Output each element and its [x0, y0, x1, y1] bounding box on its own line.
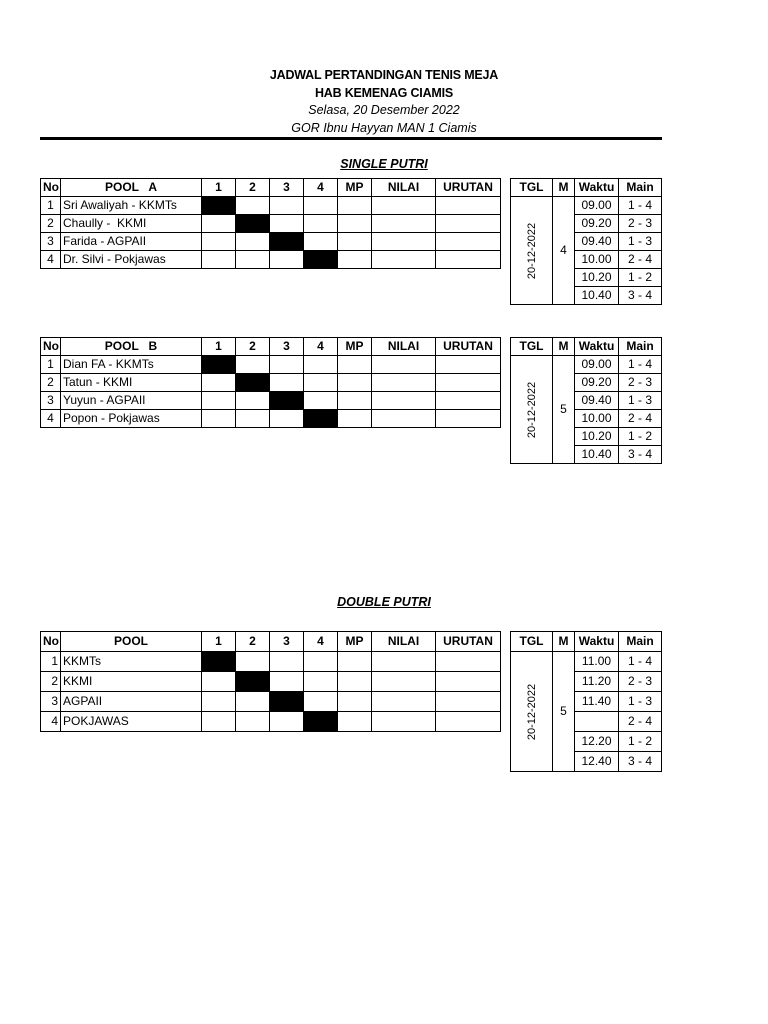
team-name: POKJAWAS [61, 712, 202, 732]
mp-cell [338, 215, 372, 233]
score-cell [304, 692, 338, 712]
event-venue: GOR Ibnu Hayyan MAN 1 Ciamis [291, 121, 477, 135]
team-no: 4 [41, 712, 61, 732]
col-3: 3 [270, 338, 304, 356]
waktu-cell: 09.40 [575, 392, 619, 410]
col-pool: POOL B [61, 338, 202, 356]
score-cell [304, 233, 338, 251]
self-match-cell [236, 672, 270, 692]
m-cell: 5 [553, 356, 575, 464]
score-cell [270, 652, 304, 672]
nilai-cell [372, 652, 436, 672]
table-row [41, 692, 501, 712]
m-cell: 5 [553, 652, 575, 772]
player-no: 3 [41, 392, 61, 410]
table-row [41, 356, 501, 374]
score-cell [304, 197, 338, 215]
urutan-cell [436, 233, 501, 251]
player-name: Sri Awaliyah - KKMTs [61, 197, 202, 215]
self-match-cell [270, 233, 304, 251]
waktu-cell: 09.20 [575, 374, 619, 392]
self-match-cell [270, 692, 304, 712]
mp-cell [338, 251, 372, 269]
player-no: 4 [41, 410, 61, 428]
document-subtitle: HAB KEMENAG CIAMIS [314, 86, 454, 100]
urutan-cell [436, 374, 501, 392]
self-match-cell [236, 374, 270, 392]
main-cell: 1 - 4 [619, 197, 662, 215]
col-3: 3 [270, 179, 304, 197]
col-pool: POOL [61, 632, 202, 652]
table-row [511, 197, 662, 215]
urutan-cell [436, 392, 501, 410]
table-header-row [41, 338, 501, 356]
mp-cell [338, 712, 372, 732]
nilai-cell [372, 410, 436, 428]
score-cell [236, 652, 270, 672]
table-row [41, 410, 501, 428]
score-cell [202, 692, 236, 712]
col-nilai: NILAI [372, 338, 436, 356]
score-cell [304, 374, 338, 392]
event-date: Selasa, 20 Desember 2022 [308, 103, 460, 117]
main-cell: 1 - 4 [619, 652, 662, 672]
col-m: M [553, 179, 575, 197]
table-row [41, 233, 501, 251]
col-4: 4 [304, 338, 338, 356]
score-cell [236, 233, 270, 251]
nilai-cell [372, 233, 436, 251]
player-name: Farida - AGPAII [61, 233, 202, 251]
document-title: JADWAL PERTANDINGAN TENIS MEJA [269, 68, 499, 82]
m-cell: 4 [553, 197, 575, 305]
waktu-cell: 12.20 [575, 732, 619, 752]
mp-cell [338, 692, 372, 712]
col-no: No [41, 632, 61, 652]
col-waktu: Waktu [575, 632, 619, 652]
col-mp: MP [338, 632, 372, 652]
team-no: 3 [41, 692, 61, 712]
player-name: Chaully - KKMI [61, 215, 202, 233]
pool-b-schedule [510, 337, 662, 464]
self-match-cell [270, 392, 304, 410]
table-row [41, 197, 501, 215]
col-main: Main [619, 179, 662, 197]
self-match-cell [202, 356, 236, 374]
main-cell: 2 - 4 [619, 251, 662, 269]
table-header-row [41, 632, 501, 652]
score-cell [270, 215, 304, 233]
waktu-cell: 09.00 [575, 356, 619, 374]
mp-cell [338, 374, 372, 392]
score-cell [304, 652, 338, 672]
nilai-cell [372, 251, 436, 269]
player-name: Dr. Silvi - Pokjawas [61, 251, 202, 269]
nilai-cell [372, 374, 436, 392]
main-cell: 1 - 2 [619, 428, 662, 446]
nilai-cell [372, 356, 436, 374]
mp-cell [338, 410, 372, 428]
col-waktu: Waktu [575, 338, 619, 356]
tgl-cell [511, 652, 553, 772]
col-1: 1 [202, 179, 236, 197]
main-cell: 2 - 4 [619, 712, 662, 732]
main-cell: 2 - 3 [619, 374, 662, 392]
urutan-cell [436, 652, 501, 672]
col-2: 2 [236, 338, 270, 356]
score-cell [236, 251, 270, 269]
main-cell: 3 - 4 [619, 287, 662, 305]
table-header-row [511, 632, 662, 652]
player-no: 1 [41, 197, 61, 215]
table-header-row [511, 338, 662, 356]
score-cell [270, 197, 304, 215]
col-m: M [553, 632, 575, 652]
main-cell: 3 - 4 [619, 752, 662, 772]
mp-cell [338, 197, 372, 215]
waktu-cell: 09.40 [575, 233, 619, 251]
col-1: 1 [202, 338, 236, 356]
main-cell: 1 - 3 [619, 233, 662, 251]
player-no: 2 [41, 215, 61, 233]
col-3: 3 [270, 632, 304, 652]
col-no: No [41, 179, 61, 197]
team-name: KKMI [61, 672, 202, 692]
player-name: Popon - Pokjawas [61, 410, 202, 428]
match-date: 20-12-2022 [525, 222, 538, 279]
player-name: Dian FA - KKMTs [61, 356, 202, 374]
score-cell [270, 251, 304, 269]
main-cell: 1 - 3 [619, 692, 662, 712]
urutan-cell [436, 712, 501, 732]
mp-cell [338, 652, 372, 672]
urutan-cell [436, 215, 501, 233]
urutan-cell [436, 692, 501, 712]
team-no: 2 [41, 672, 61, 692]
pool-a-table [40, 178, 501, 269]
urutan-cell [436, 410, 501, 428]
score-cell [236, 712, 270, 732]
tgl-cell [511, 356, 553, 464]
self-match-cell [202, 652, 236, 672]
table-row [41, 374, 501, 392]
score-cell [270, 356, 304, 374]
score-cell [202, 374, 236, 392]
header-divider [40, 137, 662, 140]
score-cell [304, 392, 338, 410]
col-waktu: Waktu [575, 179, 619, 197]
col-urutan: URUTAN [436, 632, 501, 652]
mp-cell [338, 392, 372, 410]
col-mp: MP [338, 179, 372, 197]
main-cell: 1 - 3 [619, 392, 662, 410]
main-cell: 1 - 4 [619, 356, 662, 374]
score-cell [270, 712, 304, 732]
score-cell [304, 215, 338, 233]
self-match-cell [236, 215, 270, 233]
main-cell: 1 - 2 [619, 732, 662, 752]
player-no: 4 [41, 251, 61, 269]
player-no: 2 [41, 374, 61, 392]
score-cell [270, 374, 304, 392]
main-cell: 2 - 4 [619, 410, 662, 428]
table-row [41, 712, 501, 732]
score-cell [236, 356, 270, 374]
main-cell: 3 - 4 [619, 446, 662, 464]
waktu-cell: 10.40 [575, 446, 619, 464]
col-4: 4 [304, 179, 338, 197]
waktu-cell: 10.40 [575, 287, 619, 305]
col-nilai: NILAI [372, 179, 436, 197]
score-cell [270, 672, 304, 692]
waktu-cell: 09.20 [575, 215, 619, 233]
col-nilai: NILAI [372, 632, 436, 652]
self-match-cell [304, 251, 338, 269]
team-no: 1 [41, 652, 61, 672]
main-cell: 2 - 3 [619, 672, 662, 692]
player-no: 1 [41, 356, 61, 374]
table-row [41, 392, 501, 410]
score-cell [202, 392, 236, 410]
score-cell [236, 197, 270, 215]
tgl-cell [511, 197, 553, 305]
pool-a-schedule [510, 178, 662, 305]
waktu-cell: 10.20 [575, 428, 619, 446]
col-2: 2 [236, 632, 270, 652]
col-m: M [553, 338, 575, 356]
team-name: AGPAII [61, 692, 202, 712]
score-cell [202, 215, 236, 233]
self-match-cell [304, 410, 338, 428]
nilai-cell [372, 215, 436, 233]
score-cell [236, 410, 270, 428]
col-tgl: TGL [511, 338, 553, 356]
urutan-cell [436, 197, 501, 215]
section-title-single: SINGLE PUTRI [340, 157, 428, 171]
score-cell [202, 672, 236, 692]
match-date: 20-12-2022 [525, 683, 538, 740]
table-row [511, 356, 662, 374]
pool-b-table [40, 337, 501, 428]
double-pool-table [40, 631, 501, 732]
score-cell [304, 672, 338, 692]
table-row [41, 215, 501, 233]
score-cell [202, 712, 236, 732]
waktu-cell: 12.40 [575, 752, 619, 772]
score-cell [202, 251, 236, 269]
player-no: 3 [41, 233, 61, 251]
team-name: KKMTs [61, 652, 202, 672]
col-tgl: TGL [511, 632, 553, 652]
col-main: Main [619, 632, 662, 652]
mp-cell [338, 356, 372, 374]
table-row [41, 652, 501, 672]
score-cell [236, 692, 270, 712]
table-header-row [41, 179, 501, 197]
score-cell [270, 410, 304, 428]
mp-cell [338, 672, 372, 692]
waktu-cell: 11.00 [575, 652, 619, 672]
waktu-cell: 09.00 [575, 197, 619, 215]
col-urutan: URUTAN [436, 179, 501, 197]
self-match-cell [202, 197, 236, 215]
nilai-cell [372, 712, 436, 732]
col-1: 1 [202, 632, 236, 652]
urutan-cell [436, 672, 501, 692]
col-tgl: TGL [511, 179, 553, 197]
waktu-cell: 10.00 [575, 251, 619, 269]
nilai-cell [372, 672, 436, 692]
table-row [41, 672, 501, 692]
waktu-cell: 10.00 [575, 410, 619, 428]
score-cell [202, 410, 236, 428]
match-date: 20-12-2022 [525, 381, 538, 438]
score-cell [202, 233, 236, 251]
double-pool-schedule [510, 631, 662, 772]
waktu-cell: 10.20 [575, 269, 619, 287]
score-cell [236, 392, 270, 410]
nilai-cell [372, 197, 436, 215]
col-urutan: URUTAN [436, 338, 501, 356]
col-pool: POOL A [61, 179, 202, 197]
nilai-cell [372, 692, 436, 712]
col-no: No [41, 338, 61, 356]
section-title-double: DOUBLE PUTRI [337, 595, 431, 609]
waktu-cell: 11.20 [575, 672, 619, 692]
main-cell: 2 - 3 [619, 215, 662, 233]
waktu-cell [575, 712, 619, 732]
mp-cell [338, 233, 372, 251]
table-row [41, 251, 501, 269]
urutan-cell [436, 251, 501, 269]
col-4: 4 [304, 632, 338, 652]
self-match-cell [304, 712, 338, 732]
player-name: Tatun - KKMI [61, 374, 202, 392]
score-cell [304, 356, 338, 374]
table-header-row [511, 179, 662, 197]
main-cell: 1 - 2 [619, 269, 662, 287]
urutan-cell [436, 356, 501, 374]
nilai-cell [372, 392, 436, 410]
waktu-cell: 11.40 [575, 692, 619, 712]
col-mp: MP [338, 338, 372, 356]
table-row [511, 652, 662, 672]
col-main: Main [619, 338, 662, 356]
col-2: 2 [236, 179, 270, 197]
player-name: Yuyun - AGPAII [61, 392, 202, 410]
